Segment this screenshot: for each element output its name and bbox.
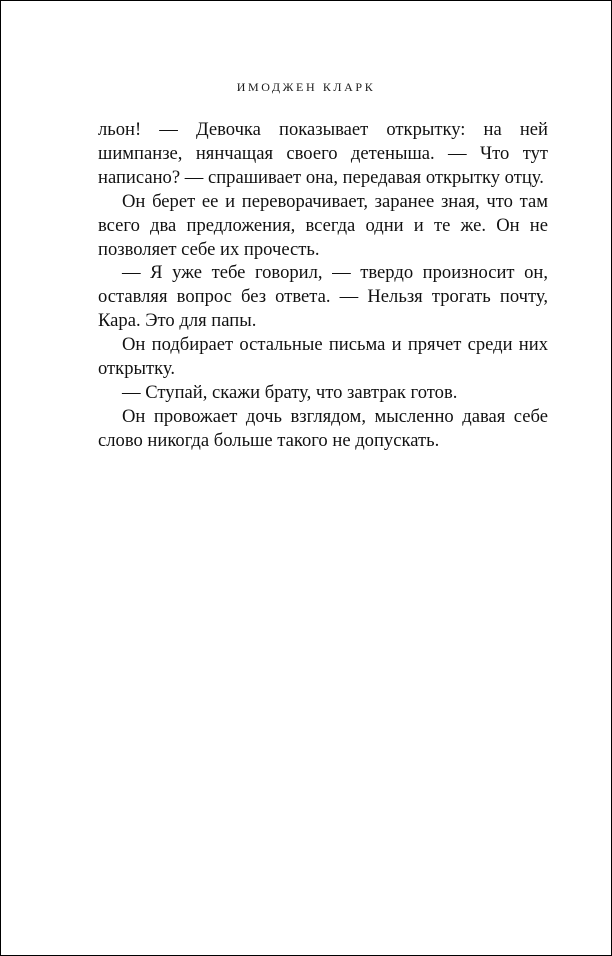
- paragraph: Он подбирает остальные письма и прячет среди них открытку.: [98, 334, 548, 380]
- paragraph: — Ступай, скажи брату, что завтрак готов.: [122, 381, 458, 403]
- paragraph: — Я уже тебе говорил, — твердо произносит он, оставляя вопрос без ответа. — Нельзя трогать почту, Кара. Это для папы.: [98, 262, 548, 332]
- paragraph-continuation: льон! — Девочка показывает открытку: на ней шимпанзе, нянчащая своего детеныша. — Что тут написано? — спрашивает она, передавая открытку отцу.: [98, 119, 548, 188]
- paragraph: Он провожает дочь взглядом, мысленно давая себе слово никогда больше такого не допускать.: [98, 405, 548, 451]
- body-text: [98, 118, 548, 453]
- paragraph: Он берет ее и переворачивает, заранее зная, что там всего два предложения, всегда одни и те же. Он не позволяет себе их прочесть.: [98, 190, 548, 260]
- running-head: ИМОДЖЕН КЛАРК: [236, 80, 376, 94]
